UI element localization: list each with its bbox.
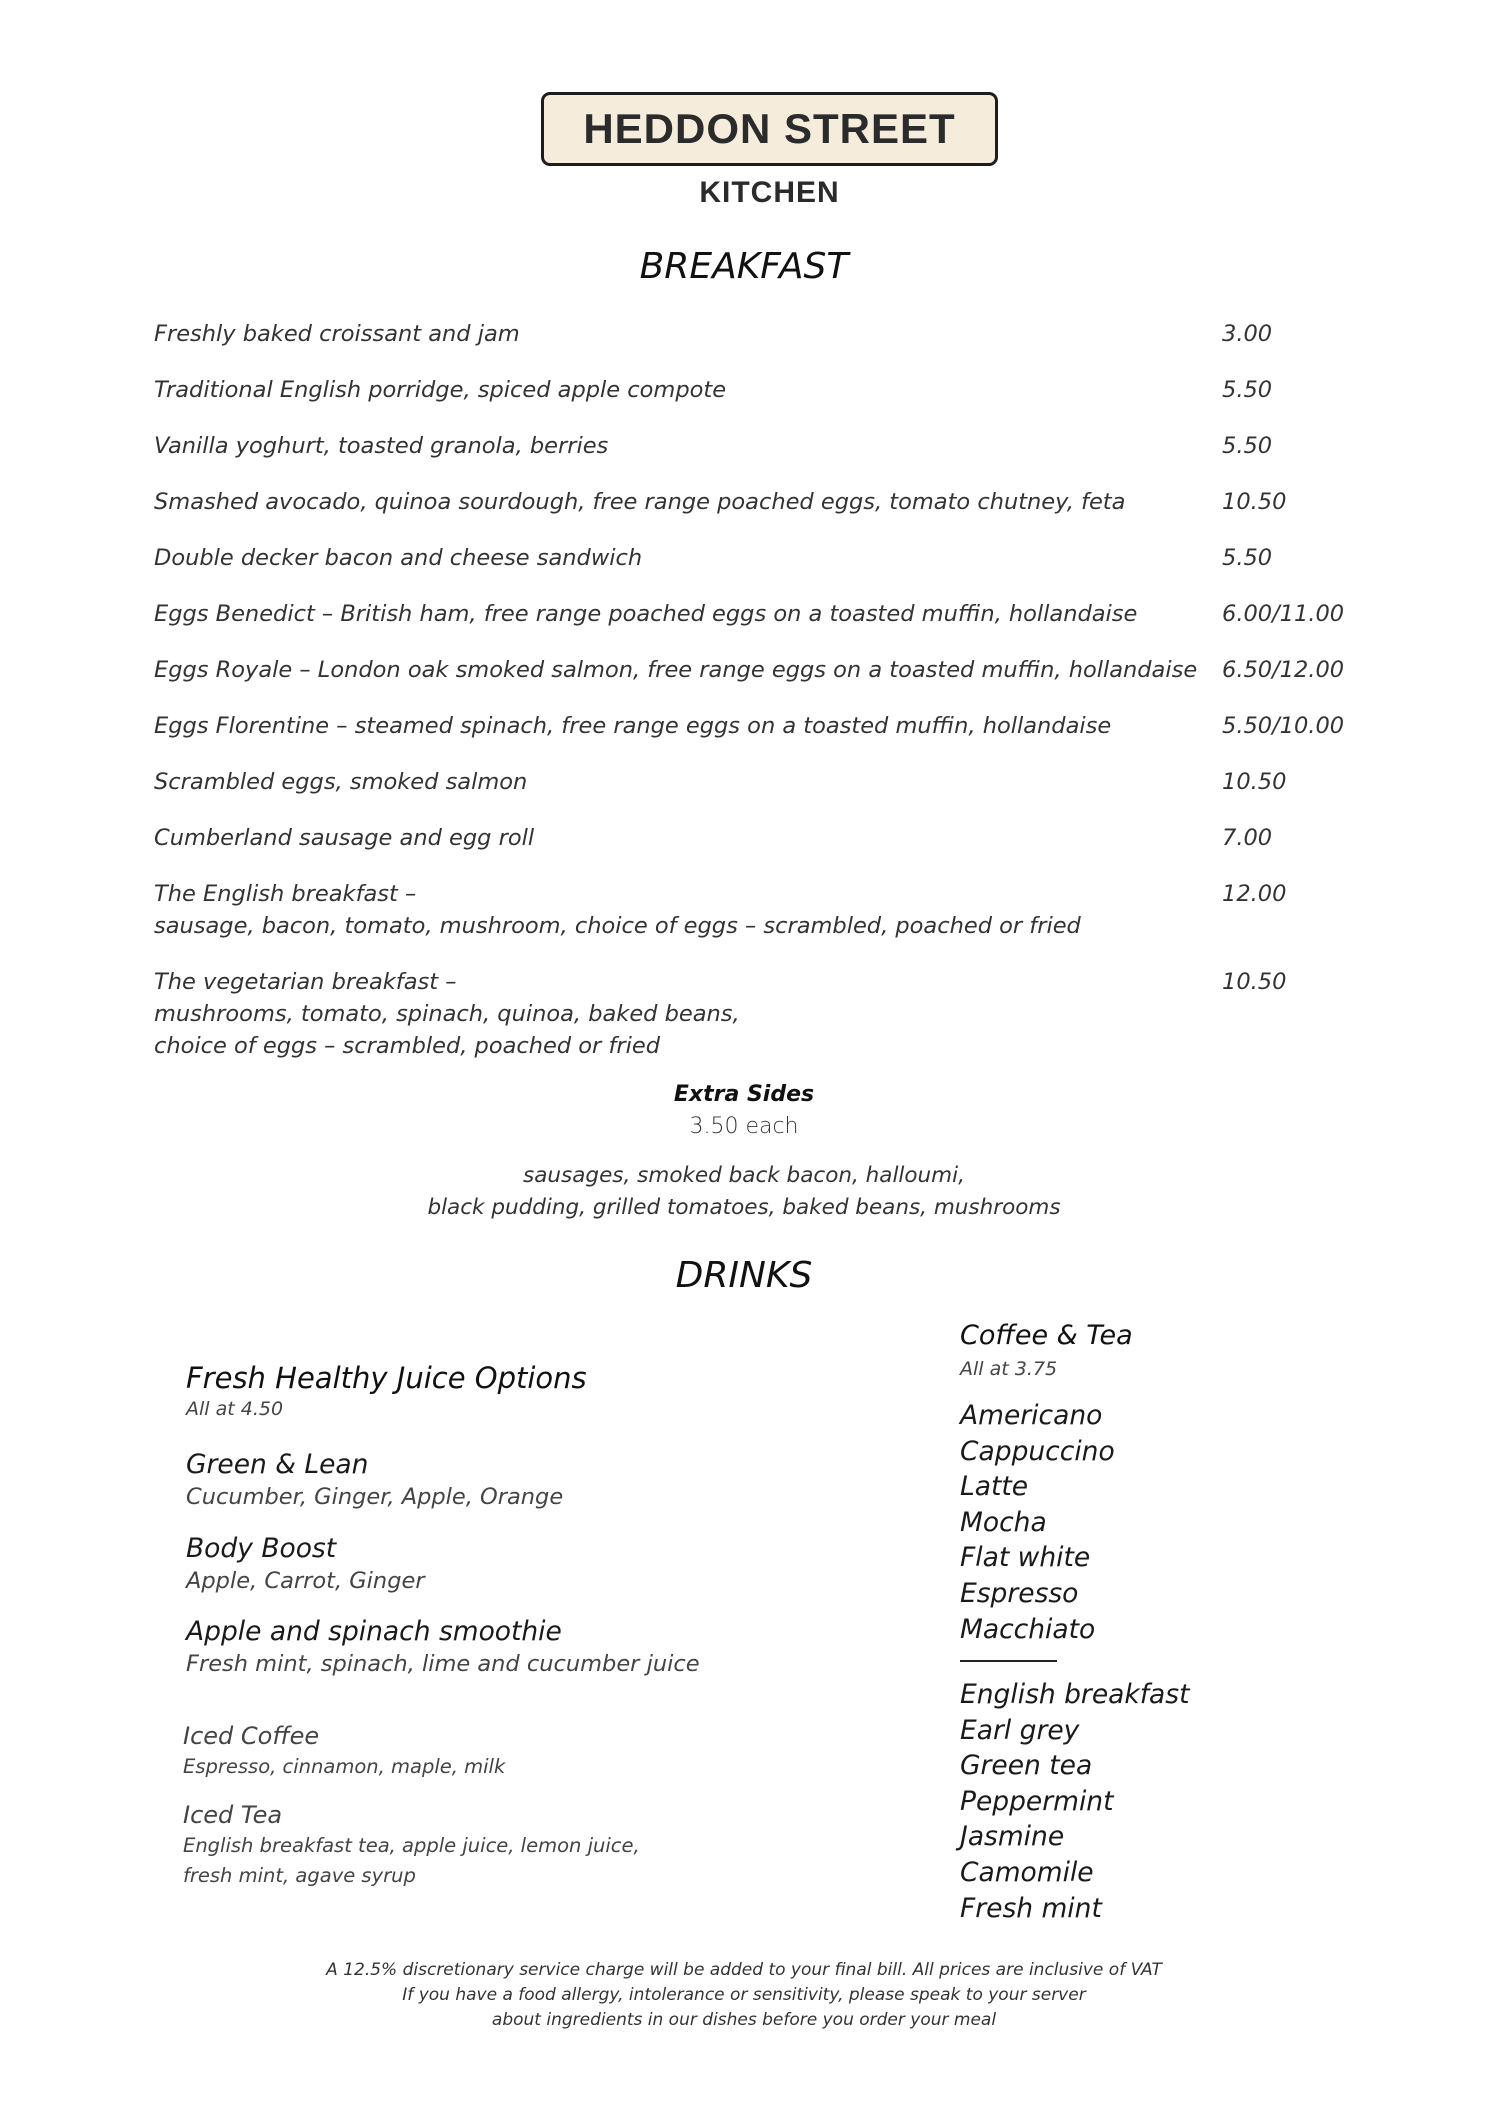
coffee-tea-price-note: All at 3.75	[960, 1358, 1058, 1380]
menu-item-price: 3.00	[1222, 321, 1273, 347]
footer-allergy-note: about ingredients in our dishes before you order your meal	[491, 2010, 997, 2030]
juice-price-note: All at 4.50	[186, 1398, 284, 1420]
iced-coffee-name: Iced Coffee	[183, 1722, 320, 1750]
menu-item-price: 5.50	[1222, 545, 1273, 571]
coffee-item: Cappuccino	[960, 1435, 1115, 1467]
extra-sides-price: 3.50 each	[689, 1114, 799, 1139]
tea-item: Fresh mint	[960, 1892, 1102, 1924]
coffee-item: Macchiato	[960, 1613, 1096, 1645]
menu-item-desc: The vegetarian breakfast – mushrooms, tomato, spinach, quinoa, baked beans, choice of eggs – scrambled, poached or fried	[154, 969, 740, 1059]
breakfast-title: BREAKFAST	[639, 246, 849, 287]
coffee-tea-heading: Coffee & Tea	[960, 1320, 1133, 1351]
menu-item-price: 6.00/11.00	[1222, 601, 1345, 627]
footer-allergy-note: If you have a food allergy, intolerance or sensitivity, please speak to your server	[402, 1985, 1086, 2005]
menu-item	[154, 542, 1334, 574]
coffee-tea-section	[960, 1318, 1380, 1382]
coffee-item: Mocha	[960, 1506, 1047, 1538]
coffee-item: Espresso	[960, 1577, 1079, 1609]
menu-item-price: 6.50/12.00	[1222, 657, 1345, 683]
tea-item: Jasmine	[960, 1821, 1065, 1853]
tea-item: Green tea	[960, 1750, 1093, 1782]
coffee-item: Latte	[960, 1471, 1029, 1503]
iced-coffee-desc: Espresso, cinnamon, maple, milk	[183, 1755, 506, 1778]
menu-item	[154, 374, 1334, 406]
extra-sides-line: sausages, smoked back bacon, halloumi,	[523, 1163, 965, 1188]
juice-item	[186, 1532, 746, 1596]
juice-name: Body Boost	[186, 1533, 337, 1564]
iced-tea	[183, 1799, 743, 1891]
menu-item	[154, 318, 1334, 350]
menu-item	[154, 710, 1345, 742]
juice-item	[186, 1448, 746, 1512]
juice-desc: Fresh mint, spinach, lime and cucumber juice	[186, 1651, 700, 1677]
iced-tea-desc: fresh mint, agave syrup	[183, 1864, 416, 1887]
iced-coffee	[183, 1720, 743, 1782]
extra-sides-title: Extra Sides	[673, 1082, 815, 1107]
menu-item-desc: Traditional English porridge, spiced apple compote	[154, 377, 727, 403]
juice-item	[186, 1615, 806, 1679]
drinks-title: DRINKS	[675, 1255, 813, 1296]
juice-name: Apple and spinach smoothie	[186, 1616, 562, 1647]
menu-item-price: 5.50	[1222, 433, 1273, 459]
logo-name: HEDDON STREET	[583, 105, 956, 152]
menu-item	[154, 486, 1334, 518]
coffee-list	[960, 1398, 1380, 1647]
extra-sides-line: black pudding, grilled tomatoes, baked beans, mushrooms	[427, 1195, 1061, 1220]
menu-item-price: 10.50	[1222, 489, 1287, 515]
tea-list	[960, 1677, 1380, 1926]
menu-item	[154, 598, 1345, 630]
footer-service-charge: A 12.5% discretionary service charge will be added to your final bill. All prices are inclusive of VAT	[326, 1960, 1162, 1980]
menu-item-desc: Cumberland sausage and egg roll	[154, 825, 535, 851]
juice-desc: Cucumber, Ginger, Apple, Orange	[186, 1484, 564, 1510]
menu-item-desc: Vanilla yoghurt, toasted granola, berries	[154, 433, 609, 459]
menu-item-desc: Freshly baked croissant and jam	[154, 321, 520, 347]
tea-item: English breakfast	[960, 1679, 1190, 1710]
menu-item-price: 10.50	[1222, 769, 1287, 795]
menu-item-price: 10.50	[1222, 969, 1287, 995]
juice-heading: Fresh Healthy Juice Options	[186, 1361, 587, 1395]
menu-item	[154, 878, 1334, 942]
menu-item-desc: Eggs Benedict – British ham, free range poached eggs on a toasted muffin, hollandaise	[154, 601, 1138, 627]
logo-subtitle: KITCHEN	[699, 176, 840, 209]
menu-item-desc: The English breakfast – sausage, bacon, tomato, mushroom, choice of eggs – scrambled, poached or fried	[154, 881, 1081, 939]
menu-item	[154, 766, 1334, 798]
menu-item-price: 7.00	[1222, 825, 1273, 851]
menu-item	[154, 822, 1334, 854]
iced-tea-desc: English breakfast tea, apple juice, lemon juice,	[183, 1834, 640, 1857]
menu-item-price: 5.50/10.00	[1222, 713, 1345, 739]
menu-item-desc: Smashed avocado, quinoa sourdough, free range poached eggs, tomato chutney, feta	[154, 489, 1126, 515]
juice-section	[186, 1360, 746, 1422]
menu-item-desc: Eggs Royale – London oak smoked salmon, free range eggs on a toasted muffin, hollandaise	[154, 657, 1198, 683]
juice-desc: Apple, Carrot, Ginger	[186, 1568, 425, 1594]
tea-item: Peppermint	[960, 1785, 1114, 1817]
menu-item-desc: Scrambled eggs, smoked salmon	[154, 769, 528, 795]
menu-item	[154, 966, 1334, 1062]
menu-item-price: 5.50	[1222, 377, 1273, 403]
logo	[541, 92, 998, 166]
menu-item	[154, 654, 1345, 686]
tea-item: Camomile	[960, 1856, 1094, 1888]
tea-item: Earl grey	[960, 1714, 1080, 1746]
menu-item	[154, 430, 1334, 462]
coffee-tea-divider	[960, 1660, 1057, 1662]
menu-item-desc: Eggs Florentine – steamed spinach, free range eggs on a toasted muffin, hollandaise	[154, 713, 1112, 739]
juice-name: Green & Lean	[186, 1449, 369, 1480]
coffee-item: Flat white	[960, 1542, 1091, 1574]
menu-item-price: 12.00	[1222, 881, 1287, 907]
iced-tea-name: Iced Tea	[183, 1801, 283, 1829]
coffee-item: Americano	[960, 1400, 1103, 1431]
menu-item-desc: Double decker bacon and cheese sandwich	[154, 545, 643, 571]
